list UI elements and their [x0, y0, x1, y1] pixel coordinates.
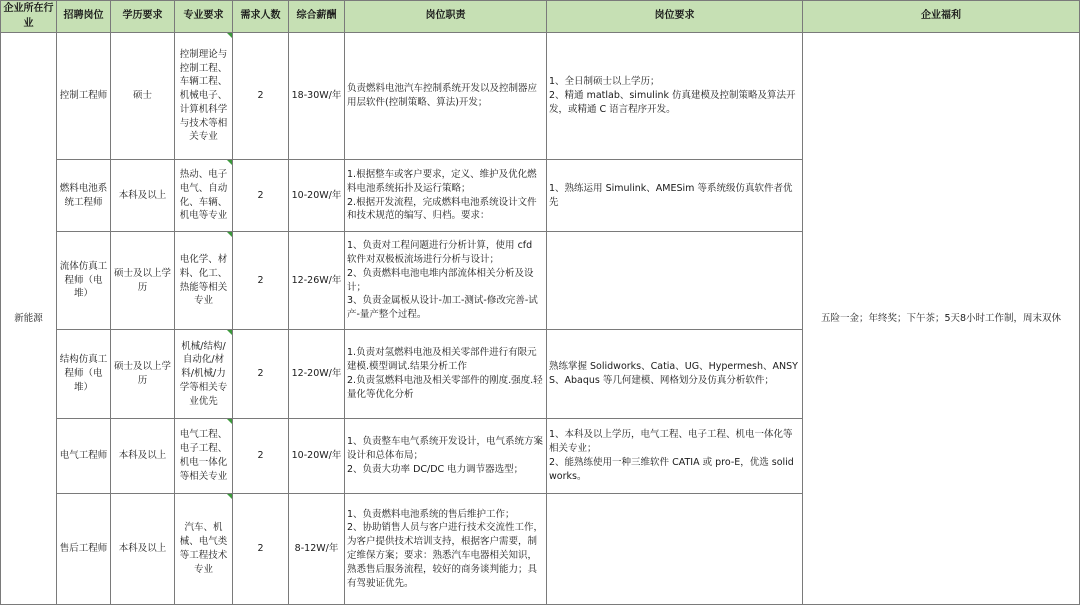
duties-cell: 1、负责对工程问题进行分析计算，使用 cfd 软件对双极板流场进行分析与设计； 2、负责燃料电池电堆内部流体相关分析及设计； 3、负责金属板从设计-加工-测试-修改完善-试产-量产整个过程。: [345, 232, 547, 330]
requirements-cell: [547, 494, 803, 605]
header-headcount: 需求人数: [233, 1, 289, 33]
header-requirements: 岗位要求: [547, 1, 803, 33]
salary-cell: 12-20W/年: [289, 330, 345, 419]
salary-cell: 10-20W/年: [289, 419, 345, 494]
requirements-cell: 熟练掌握 Solidworks、Catia、UG、Hypermesh、ANSYS、Abaqus 等几何建模、网格划分及仿真分析软件；: [547, 330, 803, 419]
headcount-cell: 2: [233, 160, 289, 232]
duties-cell: 1.负责对氢燃料电池及相关零部件进行有限元建模.模型调试.结果分析工作 2.负责氢燃料电池及相关零部件的刚度.强度.轻量化等优化分析: [345, 330, 547, 419]
education-cell: 硕士及以上学历: [111, 232, 175, 330]
education-cell: 硕士: [111, 33, 175, 160]
education-cell: 本科及以上: [111, 494, 175, 605]
salary-cell: 18-30W/年: [289, 33, 345, 160]
header-industry: 企业所在行业: [1, 1, 57, 33]
requirements-cell: 1、熟练运用 Simulink、AMESim 等系统级仿真软件者优先: [547, 160, 803, 232]
position-cell: 流体仿真工程师（电堆）: [57, 232, 111, 330]
salary-cell: 8-12W/年: [289, 494, 345, 605]
position-cell: 燃料电池系统工程师: [57, 160, 111, 232]
position-cell: 结构仿真工程师（电堆）: [57, 330, 111, 419]
header-row: [1, 1, 1080, 33]
education-cell: 本科及以上: [111, 160, 175, 232]
headcount-cell: 2: [233, 494, 289, 605]
education-cell: 硕士及以上学历: [111, 330, 175, 419]
position-cell: 售后工程师: [57, 494, 111, 605]
headcount-cell: 2: [233, 232, 289, 330]
major-cell: 控制理论与控制工程、车辆工程、机械电子、计算机科学与技术等相关专业: [175, 33, 233, 160]
header-duties: 岗位职责: [345, 1, 547, 33]
table-row: [1, 33, 1080, 160]
salary-cell: 10-20W/年: [289, 160, 345, 232]
duties-cell: 1、负责整车电气系统开发设计，电气系统方案设计和总体布局； 2、负责大功率 DC/DC 电力调节器选型；: [345, 419, 547, 494]
major-cell: 汽车、机械、电气类等工程技术专业: [175, 494, 233, 605]
major-cell: 机械/结构/自动化/材料/机械/力学等相关专业优先: [175, 330, 233, 419]
duties-cell: 负责燃料电池汽车控制系统开发以及控制器应用层软件(控制策略、算法)开发；: [345, 33, 547, 160]
header-position: 招聘岗位: [57, 1, 111, 33]
duties-cell: 1、负责燃料电池系统的售后维护工作； 2、协助销售人员与客户进行技术交流性工作，为客户提供技术培训支持，根据客户需要，制定维保方案；要求：熟悉汽车电器相关知识，熟悉售后服务流程，较好的商务谈判能力；具有驾驶证优先。: [345, 494, 547, 605]
requirements-cell: [547, 232, 803, 330]
header-salary: 综合薪酬: [289, 1, 345, 33]
education-cell: 本科及以上: [111, 419, 175, 494]
headcount-cell: 2: [233, 419, 289, 494]
headcount-cell: 2: [233, 33, 289, 160]
industry-cell: 新能源: [1, 33, 57, 605]
benefits-cell: 五险一金；年终奖；下午茶；5天8小时工作制，周末双休: [803, 33, 1080, 605]
major-cell: 电化学、材料、化工、热能等相关专业: [175, 232, 233, 330]
major-cell: 电气工程、电子工程、机电一体化等相关专业: [175, 419, 233, 494]
header-education: 学历要求: [111, 1, 175, 33]
header-benefits: 企业福利: [803, 1, 1080, 33]
salary-cell: 12-26W/年: [289, 232, 345, 330]
position-cell: 电气工程师: [57, 419, 111, 494]
requirements-cell: 1、本科及以上学历，电气工程、电子工程、机电一体化等相关专业； 2、能熟练使用一种三维软件 CATIA 或 pro-E，优选 solidworks。: [547, 419, 803, 494]
requirements-cell: 1、全日制硕士以上学历； 2、精通 matlab、simulink 仿真建模及控制策略及算法开发，或精通 C 语言程序开发。: [547, 33, 803, 160]
headcount-cell: 2: [233, 330, 289, 419]
header-major: 专业要求: [175, 1, 233, 33]
major-cell: 热动、电子电气、自动化、车辆、机电等专业: [175, 160, 233, 232]
position-cell: 控制工程师: [57, 33, 111, 160]
duties-cell: 1.根据整车或客户要求，定义、维护及优化燃料电池系统拓扑及运行策略； 2.根据开发流程，完成燃料电池系统设计文件和技术规范的编写、归档。要求：: [345, 160, 547, 232]
